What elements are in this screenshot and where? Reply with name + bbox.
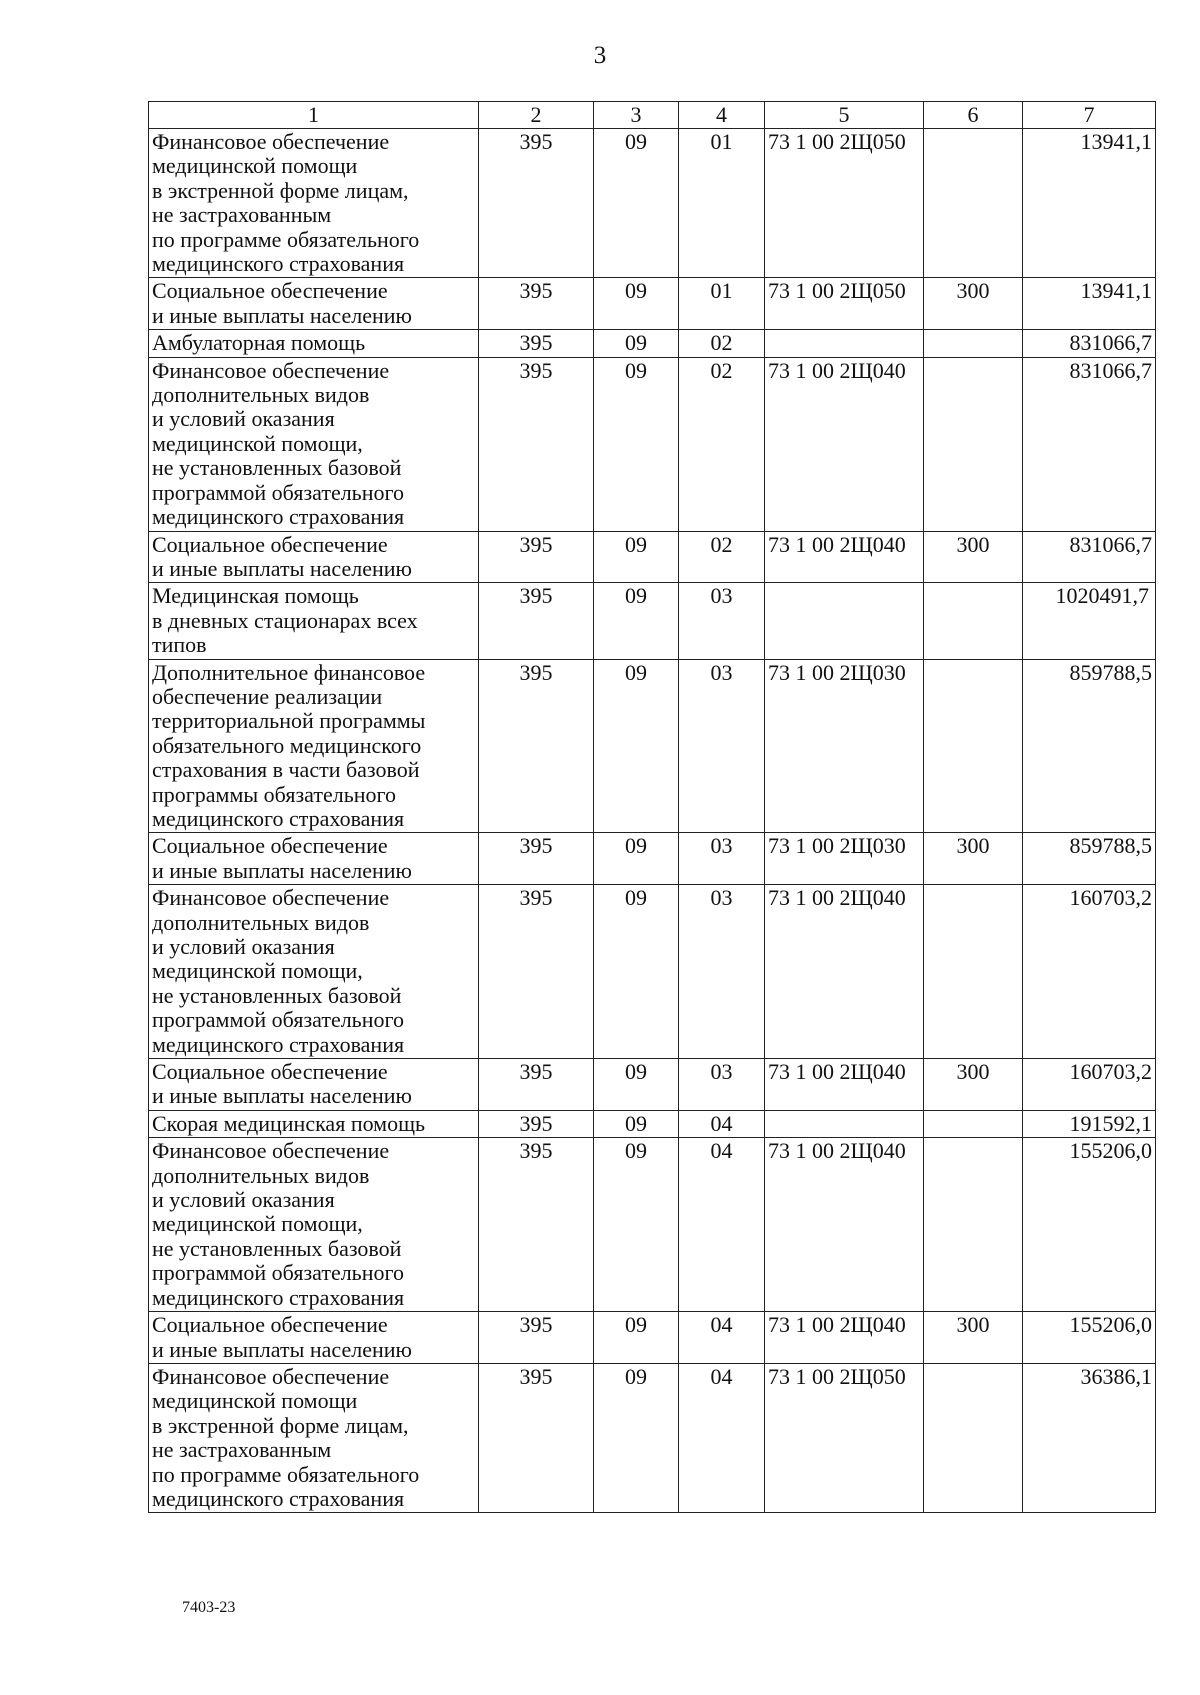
page-number: 3 bbox=[593, 42, 607, 69]
cell-csr bbox=[765, 583, 924, 659]
cell-sum: 160703,2 bbox=[1023, 885, 1156, 1059]
cell-sum: 1020491,7 bbox=[1023, 583, 1156, 659]
cell-pr: 04 bbox=[679, 1312, 765, 1364]
cell-ved: 395 bbox=[479, 330, 594, 357]
cell-name: Медицинская помощь в дневных стационарах всех типов bbox=[149, 583, 479, 659]
budget-table bbox=[148, 101, 1156, 1513]
cell-csr: 73 1 00 2Щ050 bbox=[765, 129, 924, 278]
cell-pr: 03 bbox=[679, 885, 765, 1059]
cell-csr: 73 1 00 2Щ040 bbox=[765, 1312, 924, 1364]
cell-rz: 09 bbox=[594, 1059, 679, 1111]
cell-csr: 73 1 00 2Щ040 bbox=[765, 1059, 924, 1111]
table-row bbox=[149, 278, 1156, 330]
table-row bbox=[149, 1110, 1156, 1137]
cell-ved: 395 bbox=[479, 1059, 594, 1111]
table-row bbox=[149, 330, 1156, 357]
cell-pr: 03 bbox=[679, 833, 765, 885]
cell-ved: 395 bbox=[479, 1110, 594, 1137]
cell-name: Социальное обеспечение и иные выплаты населению bbox=[149, 531, 479, 583]
cell-ved: 395 bbox=[479, 531, 594, 583]
table-row bbox=[149, 357, 1156, 531]
cell-csr: 73 1 00 2Щ040 bbox=[765, 357, 924, 531]
col-header-vr: 6 bbox=[924, 102, 1023, 129]
cell-name: Финансовое обеспечение медицинской помощи в экстренной форме лицам, не застрахованным по программе обязательного медицинского страхования bbox=[149, 129, 479, 278]
cell-pr: 02 bbox=[679, 330, 765, 357]
cell-vr bbox=[924, 129, 1023, 278]
cell-rz: 09 bbox=[594, 357, 679, 531]
cell-name: Финансовое обеспечение медицинской помощи в экстренной форме лицам, не застрахованным по программе обязательного медицинского страхования bbox=[149, 1363, 479, 1512]
cell-name: Социальное обеспечение и иные выплаты населению bbox=[149, 278, 479, 330]
cell-vr: 300 bbox=[924, 1059, 1023, 1111]
document-code: 7403-23 bbox=[182, 1599, 236, 1616]
cell-sum: 831066,7 bbox=[1023, 357, 1156, 531]
cell-sum: 831066,7 bbox=[1023, 330, 1156, 357]
cell-name: Финансовое обеспечение дополнительных видов и условий оказания медицинской помощи, не установленных базовой программой обязательного медицинского страхования bbox=[149, 1138, 479, 1312]
col-header-name: 1 bbox=[149, 102, 479, 129]
cell-ved: 395 bbox=[479, 1363, 594, 1512]
cell-rz: 09 bbox=[594, 1110, 679, 1137]
cell-vr bbox=[924, 1363, 1023, 1512]
table-row bbox=[149, 531, 1156, 583]
col-header-rz: 3 bbox=[594, 102, 679, 129]
cell-sum: 13941,1 bbox=[1023, 278, 1156, 330]
cell-rz: 09 bbox=[594, 278, 679, 330]
cell-csr: 73 1 00 2Щ030 bbox=[765, 833, 924, 885]
cell-name: Амбулаторная помощь bbox=[149, 330, 479, 357]
cell-csr: 73 1 00 2Щ050 bbox=[765, 1363, 924, 1512]
cell-vr: 300 bbox=[924, 531, 1023, 583]
table-row bbox=[149, 129, 1156, 278]
cell-rz: 09 bbox=[594, 1312, 679, 1364]
cell-vr bbox=[924, 330, 1023, 357]
cell-ved: 395 bbox=[479, 885, 594, 1059]
cell-csr bbox=[765, 1110, 924, 1137]
col-header-csr: 5 bbox=[765, 102, 924, 129]
table-row bbox=[149, 885, 1156, 1059]
cell-name: Финансовое обеспечение дополнительных видов и условий оказания медицинской помощи, не установленных базовой программой обязательного медицинского страхования bbox=[149, 357, 479, 531]
cell-rz: 09 bbox=[594, 1363, 679, 1512]
cell-pr: 02 bbox=[679, 531, 765, 583]
cell-ved: 395 bbox=[479, 659, 594, 833]
cell-vr bbox=[924, 357, 1023, 531]
cell-name: Социальное обеспечение и иные выплаты населению bbox=[149, 1312, 479, 1364]
cell-name: Скорая медицинская помощь bbox=[149, 1110, 479, 1137]
cell-ved: 395 bbox=[479, 129, 594, 278]
cell-rz: 09 bbox=[594, 1138, 679, 1312]
cell-name: Дополнительное финансовое обеспечение реализации территориальной программы обязательного медицинского страхования в части базовой программы обязательного медицинского страхования bbox=[149, 659, 479, 833]
cell-pr: 03 bbox=[679, 1059, 765, 1111]
cell-vr bbox=[924, 583, 1023, 659]
header-row bbox=[149, 102, 1156, 129]
cell-sum: 13941,1 bbox=[1023, 129, 1156, 278]
table-row bbox=[149, 659, 1156, 833]
cell-ved: 395 bbox=[479, 1138, 594, 1312]
col-header-pr: 4 bbox=[679, 102, 765, 129]
cell-vr: 300 bbox=[924, 278, 1023, 330]
cell-pr: 04 bbox=[679, 1138, 765, 1312]
cell-ved: 395 bbox=[479, 278, 594, 330]
cell-rz: 09 bbox=[594, 129, 679, 278]
cell-pr: 02 bbox=[679, 357, 765, 531]
cell-vr bbox=[924, 659, 1023, 833]
cell-rz: 09 bbox=[594, 659, 679, 833]
cell-sum: 155206,0 bbox=[1023, 1138, 1156, 1312]
col-header-sum: 7 bbox=[1023, 102, 1156, 129]
cell-pr: 03 bbox=[679, 659, 765, 833]
cell-pr: 04 bbox=[679, 1363, 765, 1512]
table-row bbox=[149, 1312, 1156, 1364]
cell-ved: 395 bbox=[479, 833, 594, 885]
cell-csr: 73 1 00 2Щ040 bbox=[765, 1138, 924, 1312]
cell-vr bbox=[924, 1138, 1023, 1312]
table-row bbox=[149, 583, 1156, 659]
cell-name: Социальное обеспечение и иные выплаты населению bbox=[149, 1059, 479, 1111]
col-header-ved: 2 bbox=[479, 102, 594, 129]
cell-pr: 01 bbox=[679, 278, 765, 330]
cell-sum: 859788,5 bbox=[1023, 833, 1156, 885]
cell-csr: 73 1 00 2Щ040 bbox=[765, 531, 924, 583]
table-body bbox=[149, 129, 1156, 1513]
cell-sum: 191592,1 bbox=[1023, 1110, 1156, 1137]
cell-ved: 395 bbox=[479, 1312, 594, 1364]
table-row bbox=[149, 1363, 1156, 1512]
cell-sum: 155206,0 bbox=[1023, 1312, 1156, 1364]
cell-csr bbox=[765, 330, 924, 357]
cell-ved: 395 bbox=[479, 583, 594, 659]
cell-rz: 09 bbox=[594, 583, 679, 659]
cell-sum: 36386,1 bbox=[1023, 1363, 1156, 1512]
cell-vr: 300 bbox=[924, 1312, 1023, 1364]
cell-sum: 160703,2 bbox=[1023, 1059, 1156, 1111]
cell-rz: 09 bbox=[594, 330, 679, 357]
cell-pr: 01 bbox=[679, 129, 765, 278]
cell-vr bbox=[924, 1110, 1023, 1137]
cell-rz: 09 bbox=[594, 885, 679, 1059]
cell-sum: 859788,5 bbox=[1023, 659, 1156, 833]
cell-csr: 73 1 00 2Щ030 bbox=[765, 659, 924, 833]
cell-pr: 04 bbox=[679, 1110, 765, 1137]
cell-vr: 300 bbox=[924, 833, 1023, 885]
cell-sum: 831066,7 bbox=[1023, 531, 1156, 583]
cell-name: Социальное обеспечение и иные выплаты населению bbox=[149, 833, 479, 885]
cell-csr: 73 1 00 2Щ040 bbox=[765, 885, 924, 1059]
table-row bbox=[149, 1059, 1156, 1111]
cell-ved: 395 bbox=[479, 357, 594, 531]
cell-rz: 09 bbox=[594, 833, 679, 885]
cell-vr bbox=[924, 885, 1023, 1059]
cell-rz: 09 bbox=[594, 531, 679, 583]
cell-pr: 03 bbox=[679, 583, 765, 659]
table-row bbox=[149, 1138, 1156, 1312]
table-row bbox=[149, 833, 1156, 885]
cell-csr: 73 1 00 2Щ050 bbox=[765, 278, 924, 330]
cell-name: Финансовое обеспечение дополнительных видов и условий оказания медицинской помощи, не установленных базовой программой обязательного медицинского страхования bbox=[149, 885, 479, 1059]
